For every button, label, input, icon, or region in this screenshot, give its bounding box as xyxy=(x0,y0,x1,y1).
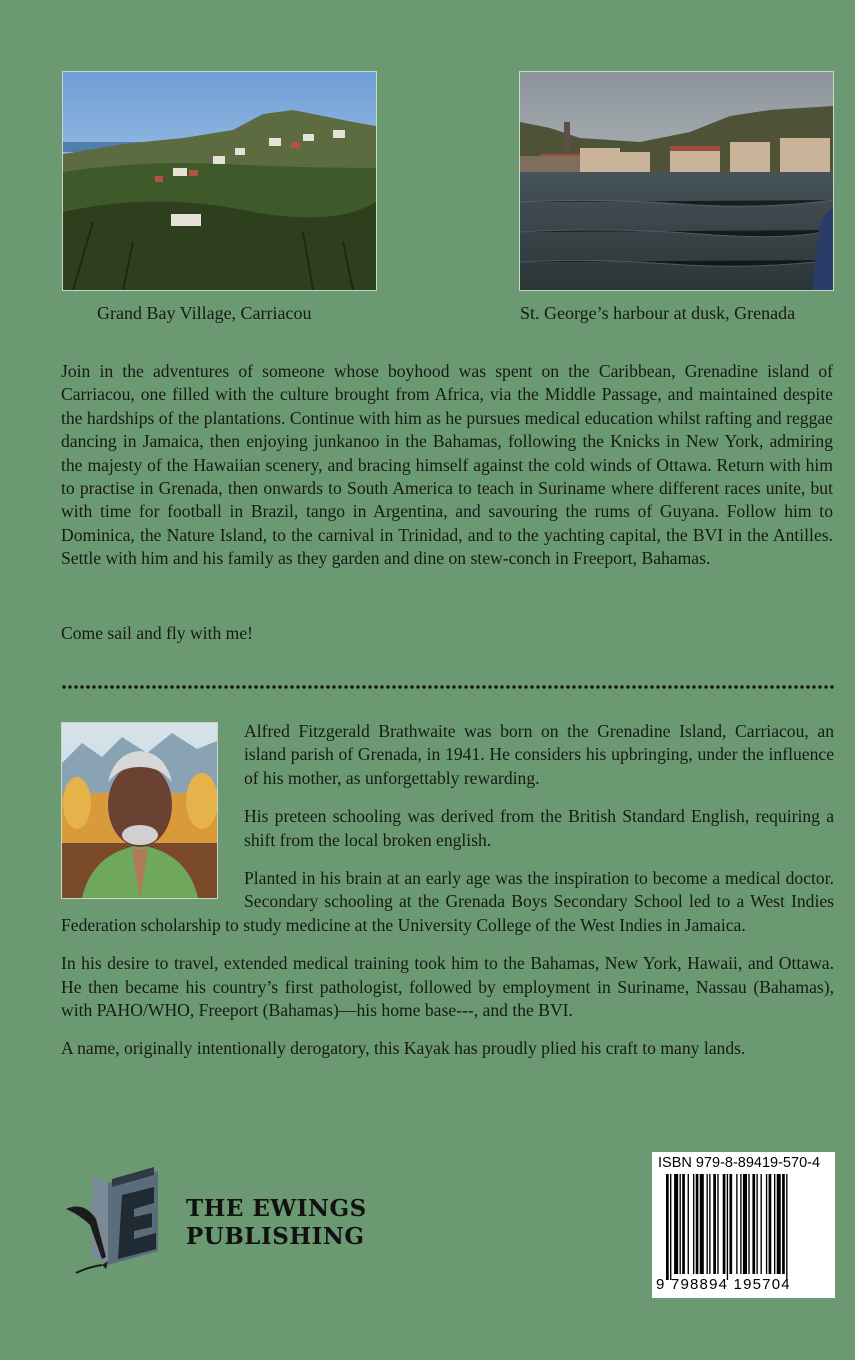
bio-paragraph-3: Planted in his brain at an early age was the inspiration to become a medical doctor. Secondary schooling at the Grenada Boys Secondary School led to a West Indies Federation scholarship to study medicine at the University College of the West Indies in Jamaica. xyxy=(61,868,834,935)
publisher-logo xyxy=(62,1165,372,1285)
barcode-digits: 9 798894 195704 xyxy=(656,1276,791,1293)
st-georges-harbour-photo xyxy=(519,71,834,291)
bio-paragraph-5: A name, originally intentionally derogatory, this Kayak has proudly plied his craft to many lands. xyxy=(61,1038,746,1059)
author-photo xyxy=(61,722,218,899)
book-quill-logo-icon xyxy=(62,1165,186,1285)
publisher-name-line2: PUBLISHING xyxy=(186,1223,365,1250)
book-blurb: Join in the adventures of someone whose boyhood was spent on the Caribbean, Grenadine island of Carriacou, one filled with the culture brought from Africa, via the Middle Passage, and maintained despite the hardships of the plantations. Continue with him as he pursues medical education whilst rafting and reggae dancing in Jamaica, then enjoying junkanoo in the Bahamas, following the Knicks in New York, admiring the majesty of the Hawaiian scenery, and bracing himself against the cold winds of Ottawa. Return with him to practise in Grenada, then onwards to South America to teach in Suriname where different races unite, but with time for football in Brazil, tango in Argentina, and savouring the rums of Guyana. Follow him to Dominica, the Nature Island, to the carnival in Trinidad, and to the yachting capital, the BVI in the Antilles. Settle with him and his family as they garden and dine on stew-conch in Freeport, Bahamas. xyxy=(61,361,833,569)
left-photo-caption: Grand Bay Village, Carriacou xyxy=(97,303,312,323)
tagline: Come sail and fly with me! xyxy=(61,623,254,643)
grand-bay-village-photo xyxy=(62,71,377,291)
isbn-label: ISBN 979-8-89419-570-4 xyxy=(658,1155,821,1171)
author-bio xyxy=(61,720,834,1076)
bio-paragraph-4: In his desire to travel, extended medical training took him to the Bahamas, New York, Hawaii, and Ottawa. He then became his country’s first pathologist, followed by employment in Suriname, Nassau (Bahamas), with PAHO/WHO, Freeport (Bahamas)—his home base---, and the BVI. xyxy=(61,953,834,1021)
right-photo-caption: St. George’s harbour at dusk, Grenada xyxy=(520,303,796,323)
dotted-divider xyxy=(61,684,835,690)
bio-paragraph-2: His preteen schooling was derived from the British Standard English, requiring a shift from the local broken english. xyxy=(244,806,834,850)
publisher-name-line1: THE EWINGS xyxy=(186,1195,367,1222)
bio-paragraph-1: Alfred Fitzgerald Brathwaite was born on the Grenadine Island, Carriacou, an island parish of Grenada, in 1941. He considers his upbringing, under the influence of his mother, as unforgettably rewarding. xyxy=(244,721,834,788)
isbn-barcode xyxy=(652,1152,835,1298)
